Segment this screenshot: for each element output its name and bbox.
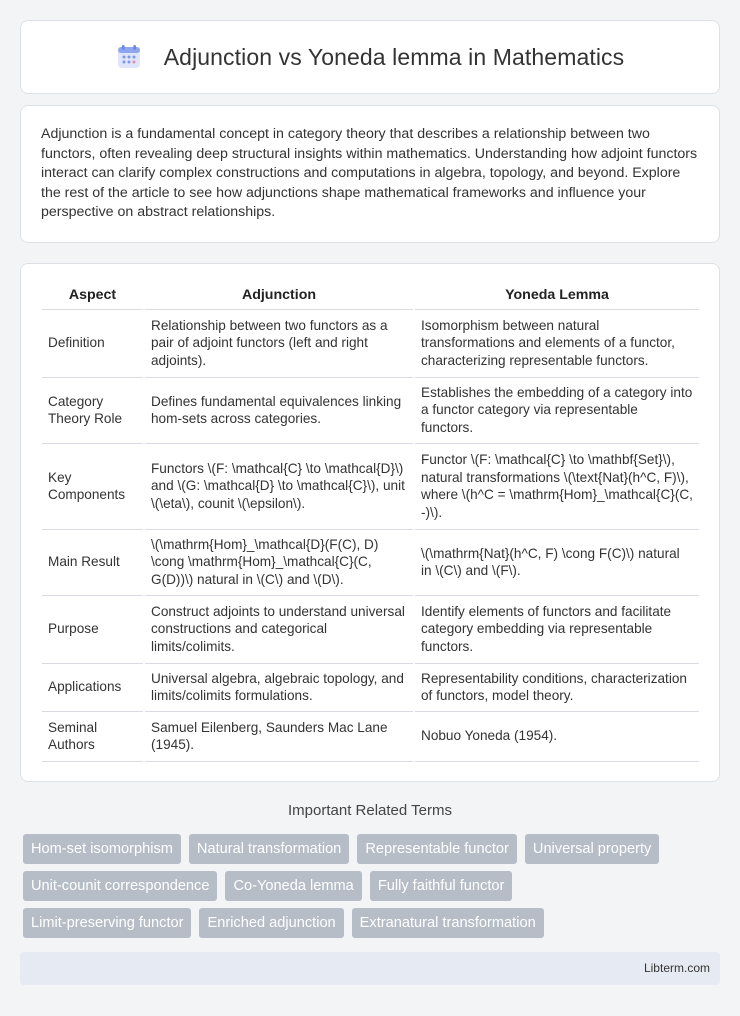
related-term-tag[interactable]: Unit-counit correspondence [23,871,217,901]
related-terms-heading: Important Related Terms [288,802,452,819]
cell-adjunction: Samuel Eilenberg, Saunders Mac Lane (1945). [144,711,414,761]
cell-yoneda: Isomorphism between natural transformations and elements of a functor, characterizing representable functors. [414,309,699,377]
cell-aspect: Category Theory Role [42,377,144,443]
table-header-row [42,283,699,309]
related-term-tag[interactable]: Extranatural transformation [352,908,544,938]
cell-adjunction: \(\mathrm{Hom}_\mathcal{D}(F(C), D) \cong \mathrm{Hom}_\mathcal{C}(C, G(D))\) natural in \(C\) and \(D\). [144,529,414,595]
related-term-tag[interactable]: Co-Yoneda lemma [225,871,361,901]
footer [20,952,720,985]
cell-yoneda: \(\mathrm{Nat}(h^C, F) \cong F(C)\) natural in \(C\) and \(F\). [414,529,699,595]
table-row [42,595,699,663]
related-term-tag[interactable]: Universal property [525,834,659,864]
cell-aspect: Purpose [42,595,144,663]
cell-yoneda: Identify elements of functors and facilitate category embedding via representable functors. [414,595,699,663]
title-card [20,20,720,94]
cell-adjunction: Construct adjoints to understand universal constructions and categorical limits/colimits. [144,595,414,663]
table-row [42,309,699,377]
intro-paragraph: Adjunction is a fundamental concept in category theory that describes a relationship between two functors, often revealing deep structural insights within mathematics. Understanding how adjoint functors interact can clarify complex constructions and computations in algebra, topology, and beyond. Explore the rest of the article to see how adjunctions shape mathematical frameworks and influence your perspective on abstract relationships. [41,126,698,220]
related-term-tag[interactable]: Fully faithful functor [370,871,513,901]
related-term-tag[interactable]: Hom-set isomorphism [23,834,181,864]
column-header-aspect: Aspect [42,283,144,309]
cell-yoneda: Functor \(F: \mathcal{C} \to \mathbf{Set}\), natural transformations \(\text{Nat}(h^C, F)\), where \(h^C = \mathrm{Hom}_\mathcal{C}(C, -)\). [414,443,699,529]
table-row [42,377,699,443]
cell-yoneda: Representability conditions, characterization of functors, model theory. [414,663,699,711]
table-row [42,529,699,595]
cell-aspect: Main Result [42,529,144,595]
cell-aspect: Key Components [42,443,144,529]
comparison-table [42,283,699,762]
calendar-grid-icon [116,44,142,70]
column-header-yoneda: Yoneda Lemma [414,283,699,309]
cell-yoneda: Establishes the embedding of a category into a functor category via representable functors. [414,377,699,443]
related-terms-list [23,834,723,945]
cell-aspect: Seminal Authors [42,711,144,761]
related-term-tag[interactable]: Representable functor [357,834,517,864]
cell-adjunction: Defines fundamental equivalences linking hom-sets across categories. [144,377,414,443]
table-row [42,443,699,529]
column-header-adjunction: Adjunction [144,283,414,309]
footer-site-link[interactable]: Libterm.com [643,961,710,975]
cell-yoneda: Nobuo Yoneda (1954). [414,711,699,761]
table-row [42,663,699,711]
cell-adjunction: Universal algebra, algebraic topology, and limits/colimits formulations. [144,663,414,711]
cell-adjunction: Functors \(F: \mathcal{C} \to \mathcal{D}\) and \(G: \mathcal{D} \to \mathcal{C}\), unit \(\eta\), counit \(\epsilon\). [144,443,414,529]
page-title: Adjunction vs Yoneda lemma in Mathematics [163,43,625,70]
cell-aspect: Definition [42,309,144,377]
related-term-tag[interactable]: Limit-preserving functor [23,908,191,938]
table-row [42,711,699,761]
cell-adjunction: Relationship between two functors as a pair of adjoint functors (left and right adjoints). [144,309,414,377]
comparison-card [20,263,720,782]
related-term-tag[interactable]: Natural transformation [189,834,349,864]
intro-card [20,105,720,243]
cell-aspect: Applications [42,663,144,711]
related-term-tag[interactable]: Enriched adjunction [199,908,343,938]
